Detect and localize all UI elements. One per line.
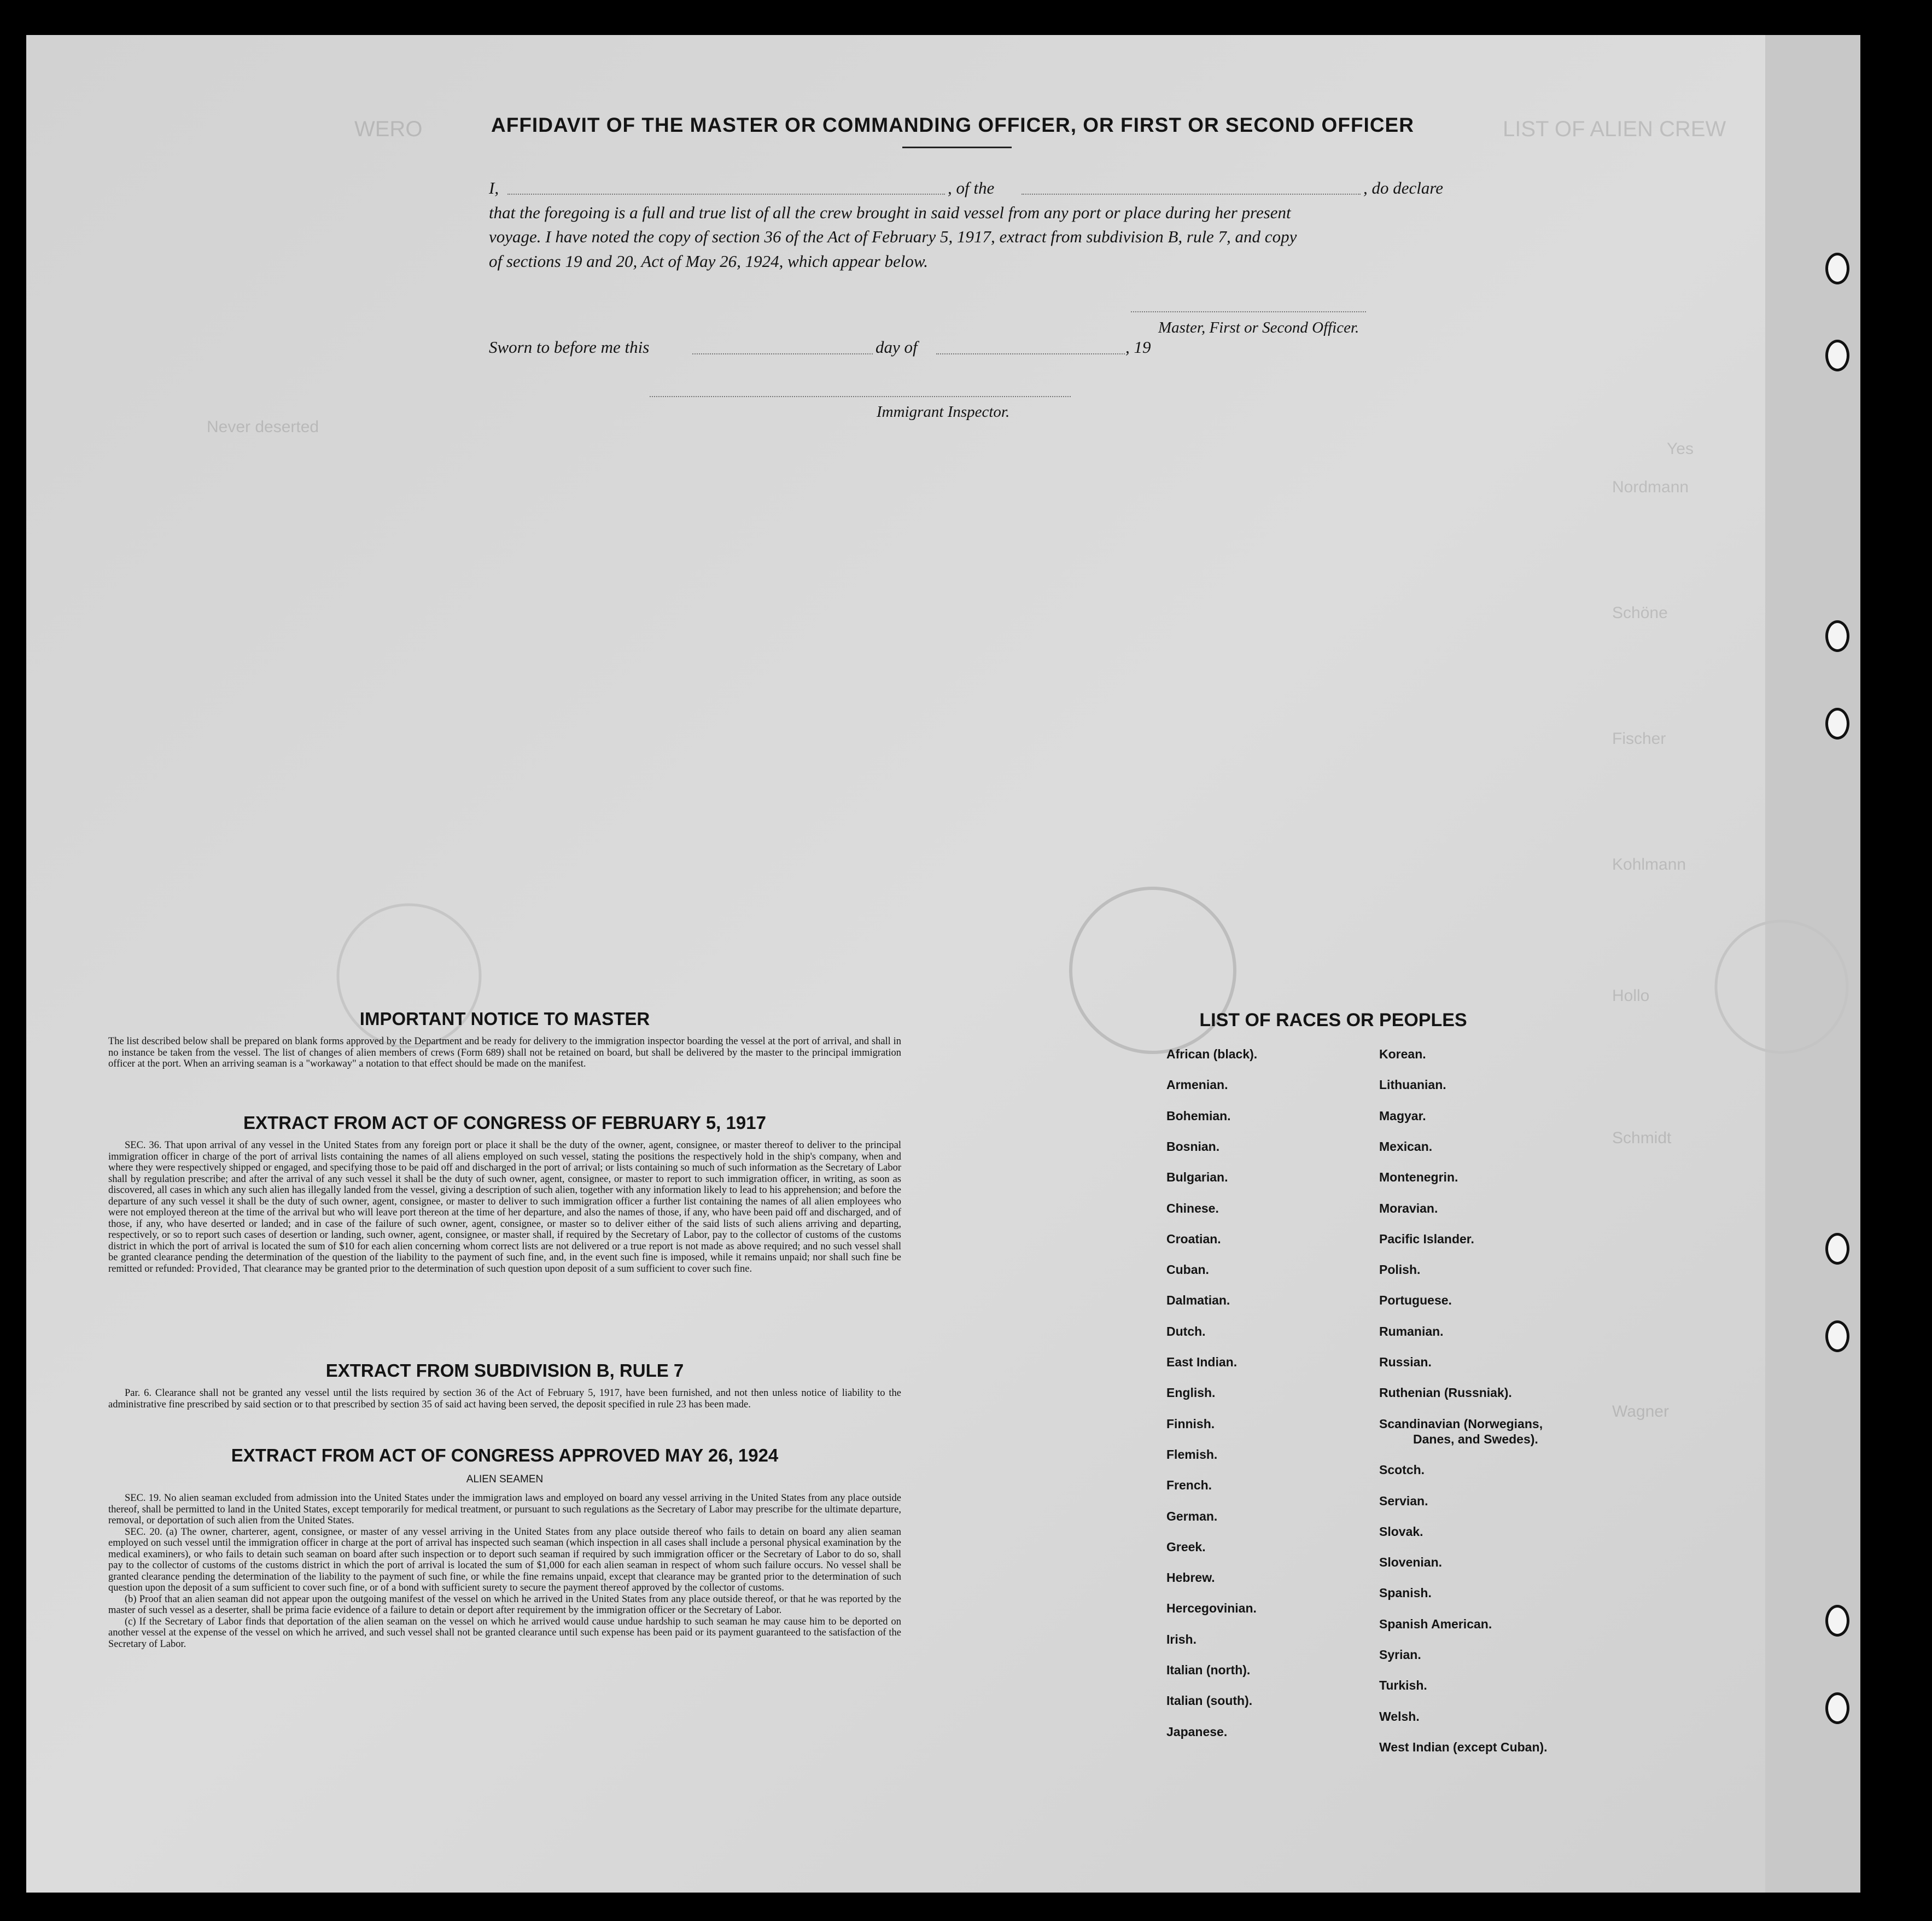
race-item: German.: [1166, 1509, 1218, 1523]
punch-hole: [1825, 620, 1849, 652]
race-item: Korean.: [1379, 1047, 1426, 1061]
punch-hole: [1825, 1605, 1849, 1637]
master-signature-blank[interactable]: [1131, 311, 1366, 312]
race-item: African (black).: [1166, 1047, 1258, 1061]
race-item: West Indian (except Cuban).: [1379, 1739, 1548, 1754]
race-item: Portuguese.: [1379, 1293, 1452, 1308]
race-item: Polish.: [1379, 1262, 1421, 1277]
race-item: Scotch.: [1379, 1463, 1425, 1477]
races-title: LIST OF RACES OR PEOPLES: [1199, 1010, 1467, 1031]
punch-hole: [1825, 340, 1849, 371]
race-item: Italian (north).: [1166, 1663, 1251, 1677]
race-item: Bosnian.: [1166, 1139, 1220, 1154]
race-item: Hebrew.: [1166, 1570, 1215, 1585]
sec19-text: SEC. 19. No alien seaman excluded from admission into the United States under the immigration laws and employed on board any vessel arriving in the United States from any place outside thereof, shall be permitted to land in the United States, except temporarily for medical treatment, or pursuant to such regulations as the Secretary of Labor may prescribe for the ultimate departure, removal, or deportation of such alien from the United States.: [108, 1493, 901, 1526]
race-item: East Indian.: [1166, 1355, 1238, 1369]
race-item: Mexican.: [1379, 1139, 1433, 1154]
sec20b-text: (b) Proof that an alien seaman did not appear upon the outgoing manifest of the vessel on which he arrived in the United States from any place outside thereof, or that he was reported by the master of such vessel as a deserter, shall be prima facie evidence of a failure to detain or deport after requirement by the immigration officer or the Secretary of Labor.: [108, 1593, 901, 1616]
race-item: Bohemian.: [1166, 1108, 1231, 1123]
affidavit-line4: of sections 19 and 20, Act of May 26, 1924, which appear below.: [489, 252, 929, 271]
affidavit-line1-b: , of the: [948, 178, 995, 197]
title-rule: [902, 147, 1012, 148]
rule7-text: Par. 6. Clearance shall not be granted any vessel until the lists required by section 36 of the Act of February 5, 1917, have been furnished, and not then unless notice of liability to the administrative fine prescribed by said section or to that prescribed by section 35 of said act having been served, the deposit specified in rule 23 has been made.: [108, 1388, 901, 1410]
race-item: Ruthenian (Russniak).: [1379, 1386, 1512, 1400]
name-blank[interactable]: [507, 194, 945, 195]
race-item: Croatian.: [1166, 1231, 1221, 1246]
race-item: Dutch.: [1166, 1324, 1206, 1338]
ghost-text: Never deserted: [207, 418, 319, 436]
race-item: Rumanian.: [1379, 1324, 1444, 1338]
proviso-word: Provided,: [196, 1263, 241, 1274]
master-label: Master, First or Second Officer.: [1158, 319, 1359, 336]
race-item: French.: [1166, 1478, 1212, 1493]
affidavit-line2: that the foregoing is a full and true list of all the crew brought in said vessel from any port or place during her present: [489, 203, 1291, 222]
race-item: Syrian.: [1379, 1648, 1421, 1662]
sworn-label-a: Sworn to before me this: [489, 337, 650, 357]
rule7-title: EXTRACT FROM SUBDIVISION B, RULE 7: [325, 1360, 684, 1381]
ghost-text: Nordmann: [1612, 478, 1689, 496]
ghost-text: Schöne: [1612, 604, 1668, 622]
notice-text: The list described below shall be prepared on blank forms approved by the Department and be ready for delivery to the immigration inspector boarding the vessel at the port of arrival, and shall in no instance be taken from the vessel. The list of changes of alien members of crews (Form 689) shall not be retained on board, but shall be delivered by the master to the principal immigration officer at the port. When an arriving seaman is a "workaway" a notation to that effect should be made on the manifest.: [108, 1036, 901, 1069]
ghost-text: Yes: [1667, 440, 1694, 458]
affidavit-line1-c: , do declare: [1363, 178, 1444, 197]
extract-1924-body: [108, 1493, 901, 1650]
notice-title: IMPORTANT NOTICE TO MASTER: [359, 1009, 650, 1029]
sec36-label: SEC. 36.: [125, 1140, 162, 1151]
ghost-text: Schmidt: [1612, 1129, 1672, 1147]
sec20a-text: SEC. 20. (a) The owner, charterer, agent, consignee, or master of any vessel arriving in the United States from any place outside thereof who fails to detain on board any alien seaman employed on such vessel until the immigration officer in charge at the port of arrival has inspected such seaman (which inspection in all cases shall include a personal physical examination by the medical examiners), or who fails to detain such seaman on board after such inspection or to deport such seaman if required by such immigration officer or the Secretary of Labor to do so, shall pay to the collector of customs of the customs district in which the port of arrival is located the sum of $1,000 for each alien seaman in respect of whom such failure occurs. No vessel shall be granted clearance pending the determination of the liability to the payment of such fine, or while the fine remains unpaid, except that clearance may be granted prior to the determination of such question upon the deposit of a sum sufficient to cover such fine, or of a bond with sufficient surety to secure the payment thereof approved by the collector of customs.: [108, 1526, 901, 1593]
race-item: Danes, and Swedes).: [1413, 1431, 1538, 1446]
punch-hole: [1825, 1320, 1849, 1352]
sworn-label-c: , 19: [1125, 337, 1151, 357]
race-item: Italian (south).: [1166, 1693, 1253, 1708]
race-item: Montenegrin.: [1379, 1170, 1458, 1185]
race-item: Irish.: [1166, 1632, 1196, 1646]
sec20c-text: (c) If the Secretary of Labor finds that deportation of the alien seaman on the vessel on which he arrived would cause undue hardship to such seaman he may cause him to be deported on another vessel at the expense of the vessel on which he arrived, and such vessel shall not be granted clearance until such expense has been paid or its payment guaranteed to the satisfaction of the Secretary of Labor.: [108, 1616, 901, 1650]
sec36-body: That upon arrival of any vessel in the United States from any foreign port or place it shall be the duty of the owner, agent, consignee, or master thereof to deliver to the principal immigration officer in charge of the port of arrival lists containing the names of all aliens employed on such vessel, stating the positions the respectively hold in the ship's company, when and where they were respectively shipped or engaged, and specifying those to be paid off and discharged in the port of arrival; or lists containing so much of such information as the Secretary of Labor shall by regulation prescribe; and after the arrival of any such vessel it shall be the duty of such owner, agent, consignee, or master to report to such immigration officer, in writing, as soon as discovered, all cases in which any such alien has illegally landed from the vessel, giving a description of such alien, together with any information likely to lead to his apprehension; and before the departure of any such vessel it shall be the duty of such owner, agent, consignee, or master to deliver to such immigration officer a further list containing the names of all alien employees who were not employed thereon at the time of the arrival but who will leave port thereon at the time of her departure, and also the names of those, if any, who have been paid off and discharged, and of those, if any, who have deserted or landed; and in case of the failure of such owner, agent, consignee, or master so to deliver either of the said lists of such aliens arriving and departing, respectively, or so to report such cases of desertion or landing, such owner, agent, consignee, or master shall, if required by the Secretary of Labor, pay to the collector of customs of the customs district in which the port of arrival is located the sum of $10 for each alien concerning whom correct lists are not delivered or a true report is not made as above required; and no such vessel shall be granted clearance pending the determination of the question of the liability to the payment of such fine, and, in the event such fine is imposed, while it remains unpaid; nor shall such fine be remitted or refunded:: [108, 1140, 901, 1274]
race-item: Magyar.: [1379, 1108, 1426, 1123]
race-item: Slovak.: [1379, 1524, 1423, 1539]
extract-1917-text: [108, 1140, 901, 1274]
vessel-blank[interactable]: [1022, 194, 1361, 195]
sworn-day-blank[interactable]: [692, 353, 873, 354]
race-item: Armenian.: [1166, 1078, 1228, 1092]
race-item: Flemish.: [1166, 1447, 1218, 1462]
ghost-text: Hollo: [1612, 987, 1650, 1005]
document-page: [26, 35, 1860, 1893]
affidavit-title: AFFIDAVIT OF THE MASTER OR COMMANDING OFFICER, OR FIRST OR SECOND OFFICER: [491, 114, 1414, 136]
extract-1917-title: EXTRACT FROM ACT OF CONGRESS OF FEBRUARY 5, 1917: [243, 1113, 766, 1133]
race-item: Spanish American.: [1379, 1616, 1492, 1631]
race-item: Finnish.: [1166, 1416, 1215, 1431]
race-item: Pacific Islander.: [1379, 1231, 1474, 1246]
race-item: Chinese.: [1166, 1201, 1219, 1215]
ghost-text: LIST OF ALIEN CREW: [1503, 117, 1726, 141]
race-item: Servian.: [1379, 1493, 1428, 1508]
extract-1924-title: EXTRACT FROM ACT OF CONGRESS APPROVED MAY 26, 1924: [231, 1445, 779, 1465]
ghost-text: Wagner: [1612, 1402, 1669, 1421]
race-item: Welsh.: [1379, 1709, 1420, 1724]
inspector-label: Immigrant Inspector.: [877, 403, 1010, 421]
race-item: Spanish.: [1379, 1586, 1432, 1600]
ghost-text: WERO: [354, 117, 423, 141]
sworn-month-blank[interactable]: [936, 353, 1125, 354]
punch-hole: [1825, 1233, 1849, 1265]
race-item: Dalmatian.: [1166, 1293, 1230, 1308]
race-item: Scandinavian (Norwegians,: [1379, 1416, 1543, 1431]
sworn-label-b: day of: [875, 337, 918, 357]
extract-1924-subtitle: ALIEN SEAMEN: [466, 1474, 544, 1485]
race-item: Turkish.: [1379, 1678, 1427, 1693]
race-item: Greek.: [1166, 1539, 1206, 1554]
race-item: Cuban.: [1166, 1262, 1209, 1277]
punch-hole: [1825, 1692, 1849, 1724]
proviso-body: That clearance may be granted prior to the determination of such question upon deposit of a sum sufficient to cover such fine.: [243, 1263, 752, 1274]
race-item: Moravian.: [1379, 1201, 1438, 1215]
race-item: Lithuanian.: [1379, 1078, 1446, 1092]
punch-hole: [1825, 253, 1849, 284]
race-item: Japanese.: [1166, 1724, 1228, 1739]
inspector-signature-blank[interactable]: [650, 396, 1071, 397]
affidavit-line3: voyage. I have noted the copy of section 36 of the Act of February 5, 1917, extract from subdivision B, rule 7, and copy: [489, 227, 1297, 246]
race-item: Russian.: [1379, 1355, 1432, 1369]
race-item: Slovenian.: [1379, 1555, 1443, 1570]
race-item: Hercegovinian.: [1166, 1601, 1257, 1616]
ghost-text: Fischer: [1612, 730, 1666, 748]
race-item: Bulgarian.: [1166, 1170, 1228, 1185]
affidavit-line1-a: I,: [489, 178, 499, 197]
punch-hole: [1825, 708, 1849, 740]
race-item: English.: [1166, 1386, 1216, 1400]
ghost-text: Kohlmann: [1612, 855, 1686, 874]
